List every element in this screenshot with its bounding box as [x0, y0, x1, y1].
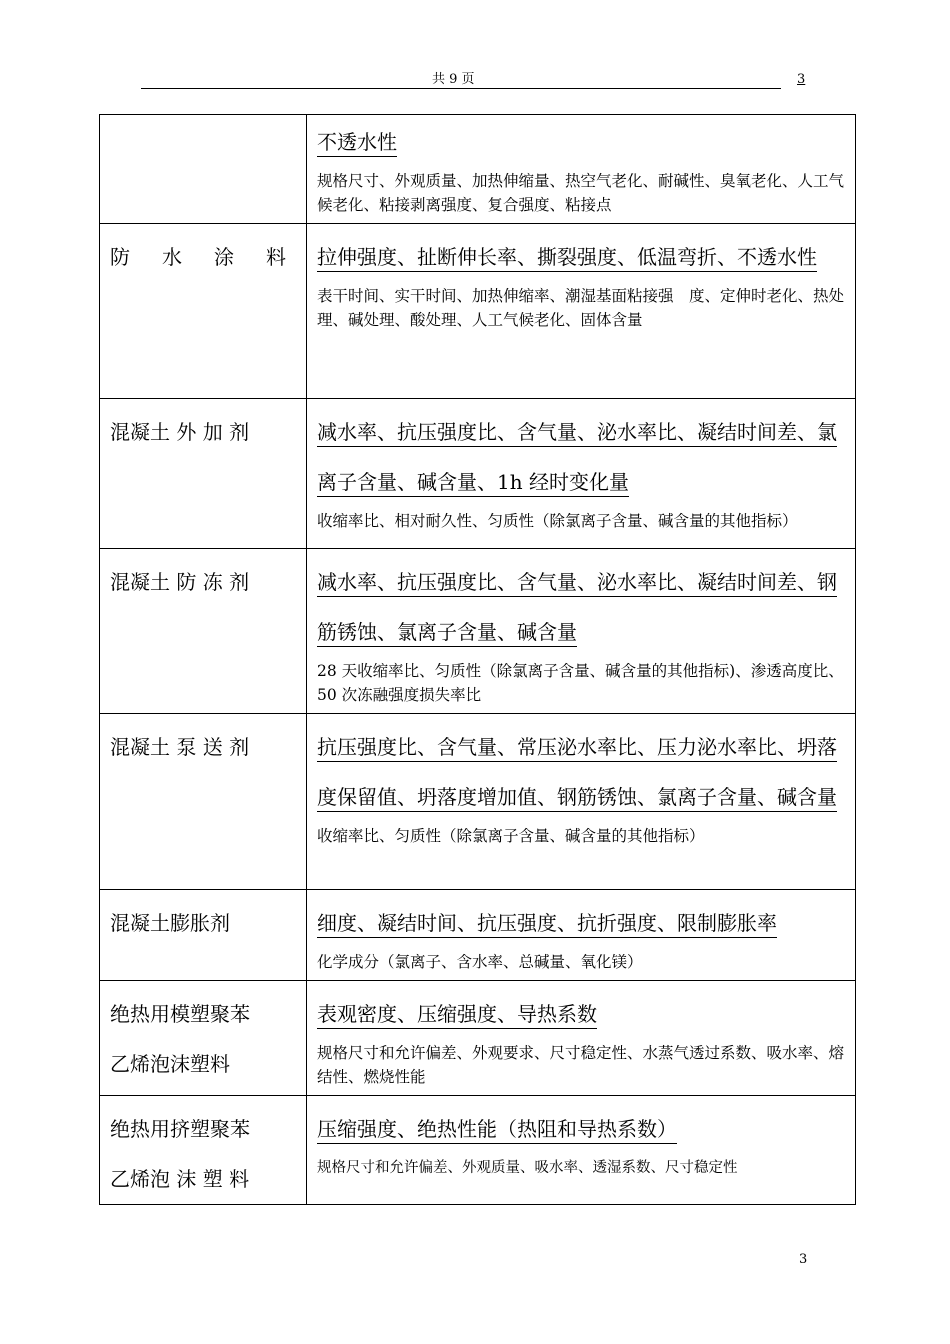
table-row [100, 224, 856, 399]
material-name-line: 绝热用模塑聚苯 [110, 1002, 250, 1026]
material-name-cell [100, 224, 307, 399]
main-test-items: 压缩强度、绝热性能（热阻和导热系数） [317, 1104, 847, 1154]
test-items-cell [307, 714, 856, 890]
other-test-items: 规格尺寸和允许偏差、外观要求、尺寸稳定性、水蒸气透过系数、吸水率、熔结性、燃烧性能 [317, 1044, 845, 1086]
material-name-cell [100, 549, 307, 714]
main-test-items: 不透水性 [317, 117, 847, 167]
material-name-cell [100, 981, 307, 1096]
material-name-cell [100, 115, 307, 224]
other-test-items: 规格尺寸和允许偏差、外观质量、吸水率、透湿系数、尺寸稳定性 [317, 1160, 738, 1176]
table-row [100, 549, 856, 714]
material-name-line: 乙烯泡 沫 塑 料 [110, 1167, 250, 1191]
material-name-line: 绝热用挤塑聚苯 [110, 1117, 250, 1141]
material-name-line: 乙烯泡沫塑料 [110, 1052, 230, 1076]
table-row [100, 399, 856, 549]
table-row [100, 714, 856, 890]
test-items-cell [307, 981, 856, 1096]
other-test-items: 化学成分（氯离子、含水率、总碱量、氧化镁） [317, 953, 643, 971]
main-test-items: 拉伸强度、扯断伸长率、撕裂强度、低温弯折、不透水性 [317, 232, 847, 282]
test-items-cell [307, 1096, 856, 1205]
other-test-items: 收缩率比、相对耐久性、匀质性（除氯离子含量、碱含量的其他指标） [317, 512, 798, 530]
footer-page-number: 3 [799, 1252, 808, 1267]
material-name-cell [100, 890, 307, 981]
header-page-count: 共 9 页 [432, 72, 475, 87]
test-items-cell [307, 115, 856, 224]
test-items-cell [307, 890, 856, 981]
test-items-cell [307, 224, 856, 399]
table-row [100, 981, 856, 1096]
main-test-items: 减水率、抗压强度比、含气量、泌水率比、凝结时间差、氯离子含量、碱含量、1h 经时变化量 [317, 407, 847, 507]
other-test-items: 收缩率比、匀质性（除氯离子含量、碱含量的其他指标） [317, 827, 705, 845]
other-test-items: 28 天收缩率比、匀质性（除氯离子含量、碱含量的其他指标)、渗透高度比、50 次冻融强度损失率比 [317, 662, 844, 704]
material-name-line: 混凝土 泵 送 剂 [110, 735, 250, 759]
material-name-cell [100, 1096, 307, 1205]
header-rule [141, 88, 781, 89]
test-items-cell [307, 549, 856, 714]
material-name-line: 混凝土 外 加 剂 [110, 420, 250, 444]
test-items-cell [307, 399, 856, 549]
main-test-items: 抗压强度比、含气量、常压泌水率比、压力泌水率比、坍落度保留值、坍落度增加值、钢筋锈蚀、氯离子含量、碱含量 [317, 722, 847, 822]
main-test-items: 表观密度、压缩强度、导热系数 [317, 989, 847, 1039]
material-name-cell [100, 714, 307, 890]
table-row [100, 115, 856, 224]
table-row [100, 1096, 856, 1205]
main-test-items: 减水率、抗压强度比、含气量、泌水率比、凝结时间差、钢筋锈蚀、氯离子含量、碱含量 [317, 557, 847, 657]
material-name-line: 混凝土膨胀剂 [110, 911, 230, 935]
material-name-line: 混凝土 防 冻 剂 [110, 570, 250, 594]
other-test-items: 规格尺寸、外观质量、加热伸缩量、热空气老化、耐碱性、臭氧老化、人工气候老化、粘接剥离强度、复合强度、粘接点 [317, 172, 845, 214]
material-name-cell [100, 399, 307, 549]
spec-table [99, 114, 856, 1205]
table-row [100, 890, 856, 981]
header-page-number: 3 [797, 72, 806, 87]
other-test-items: 表干时间、实干时间、加热伸缩率、潮湿基面粘接强 度、定伸时老化、热处理、碱处理、酸处理、人工气候老化、固体含量 [317, 287, 845, 329]
material-name-line: 防 水 涂 料 [110, 245, 286, 269]
main-test-items: 细度、凝结时间、抗压强度、抗折强度、限制膨胀率 [317, 898, 847, 948]
